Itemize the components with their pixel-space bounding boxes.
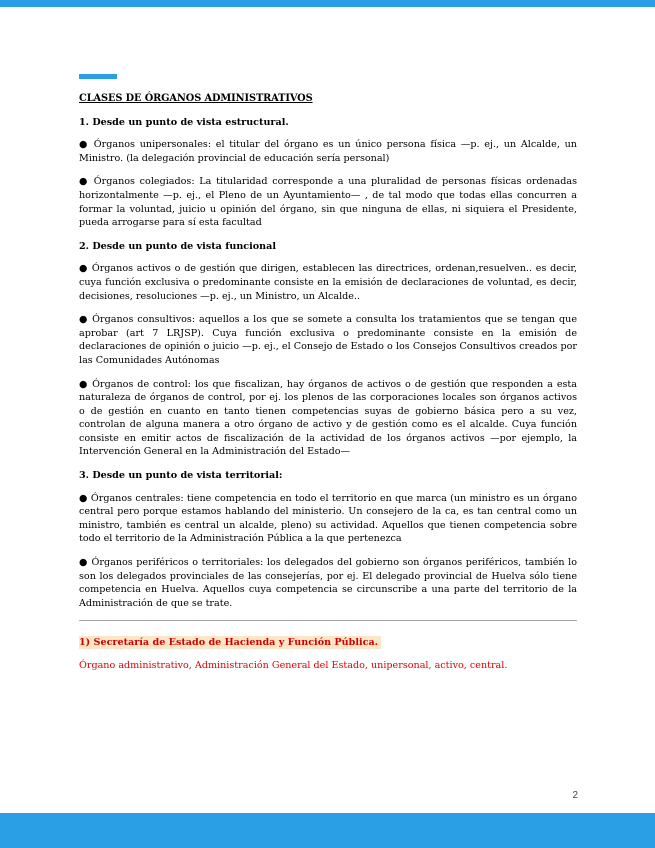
paragraph-consultivos: ● Órganos consultivos: aquellos a los que se somete a consulta los tratamientos que se tengan que aprobar (art 7 LRJSP). Cuya función exclusiva o predominante consiste en la emisión de declaraciones de opinión o juicio —p. ej., el Consejo de Estado o los Consejos Consultivos creados por las Comunidades Autónomas	[79, 314, 577, 366]
paragraph-unipersonales: ● Órganos unipersonales: el titular del órgano es un único persona física —p. ej., un Alcalde, un Ministro. (la delegación provincial de educación sería personal)	[79, 139, 577, 164]
accent-mark	[79, 74, 117, 79]
bottom-footer-bar	[0, 813, 655, 848]
page-number: 2	[572, 790, 578, 801]
exercise-label-wrapper	[79, 636, 577, 650]
paragraph-control: ● Órganos de control: los que fiscalizan, hay órganos de activos o de gestión que responden a esta naturaleza de órganos de control, por ej. los plenos de las corporaciones locales son órganos activos o de gestión en cuanto en tanto tienen competencias suyas de gobierno básica pero a su vez, controlan de alguna manera a otro órgano de activo y de gestión como es el alcalde. Cuya función consiste en emitir actos de fiscalización de la actividad de los órganos activos —por ejemplo, la Intervención General en la Administración del Estado—	[79, 378, 577, 458]
exercise-answer: Órgano administrativo, Administración General del Estado, unipersonal, activo, central.	[79, 660, 508, 671]
section-heading-territorial: 3. Desde un punto de vista territorial:	[79, 470, 283, 482]
paragraph-activos: ● Órganos activos o de gestión que dirigen, establecen las directrices, ordenan,resuelven.. es decir, cuya función exclusiva o predominante consiste en la emisión de declaraciones de voluntad, es decir, decisiones, resoluciones —p. ej., un Ministro, un Alcalde..	[79, 263, 577, 302]
paragraph-colegiados: ● Órganos colegiados: La titularidad corresponde a una pluralidad de personas físicas ordenadas horizontalmente —p. ej., el Pleno de un Ayuntamiento— , de tal modo que todas ellas concurren a formar la voluntad, juicio u opinión del órgano, sin que ninguna de ellas, ni siquiera el Presidente, pueda arrogarse para sí esta facultad	[79, 176, 577, 229]
paragraph-perifericos: ● Órganos periféricos o territoriales: los delegados del gobierno son órganos periféricos, también lo son los delegados provinciales de las consejerías, por ej. El delegado provincial de Huelva sólo tiene competencia en Huelva. Aquellos cuya competencia se circunscribe a una parte del territorio de la Administración de que se trate.	[79, 557, 577, 609]
paragraph-centrales: ● Órganos centrales: tiene competencia en todo el territorio en que marca (un ministro es un órgano central pero porque estamos hablando del ministerio. Un consejero de la ca, es tan central como un ministro, también es central un alcalde, pleno) su actividad. Aquellos que tienen competencia sobre todo el territorio de la Administración Pública a la que pertenezca	[79, 492, 577, 545]
section-heading-functional: 2. Desde un punto de vista funcional	[79, 240, 277, 252]
document-body	[79, 92, 577, 673]
top-header-bar	[0, 0, 655, 7]
document-title: CLASES DE ÓRGANOS ADMINISTRATIVOS	[79, 93, 313, 104]
section-heading-structural: 1. Desde un punto de vista estructural.	[79, 116, 289, 128]
exercise-label: 1) Secretaría de Estado de Hacienda y Función Pública.	[79, 636, 381, 649]
section-divider	[79, 620, 577, 621]
